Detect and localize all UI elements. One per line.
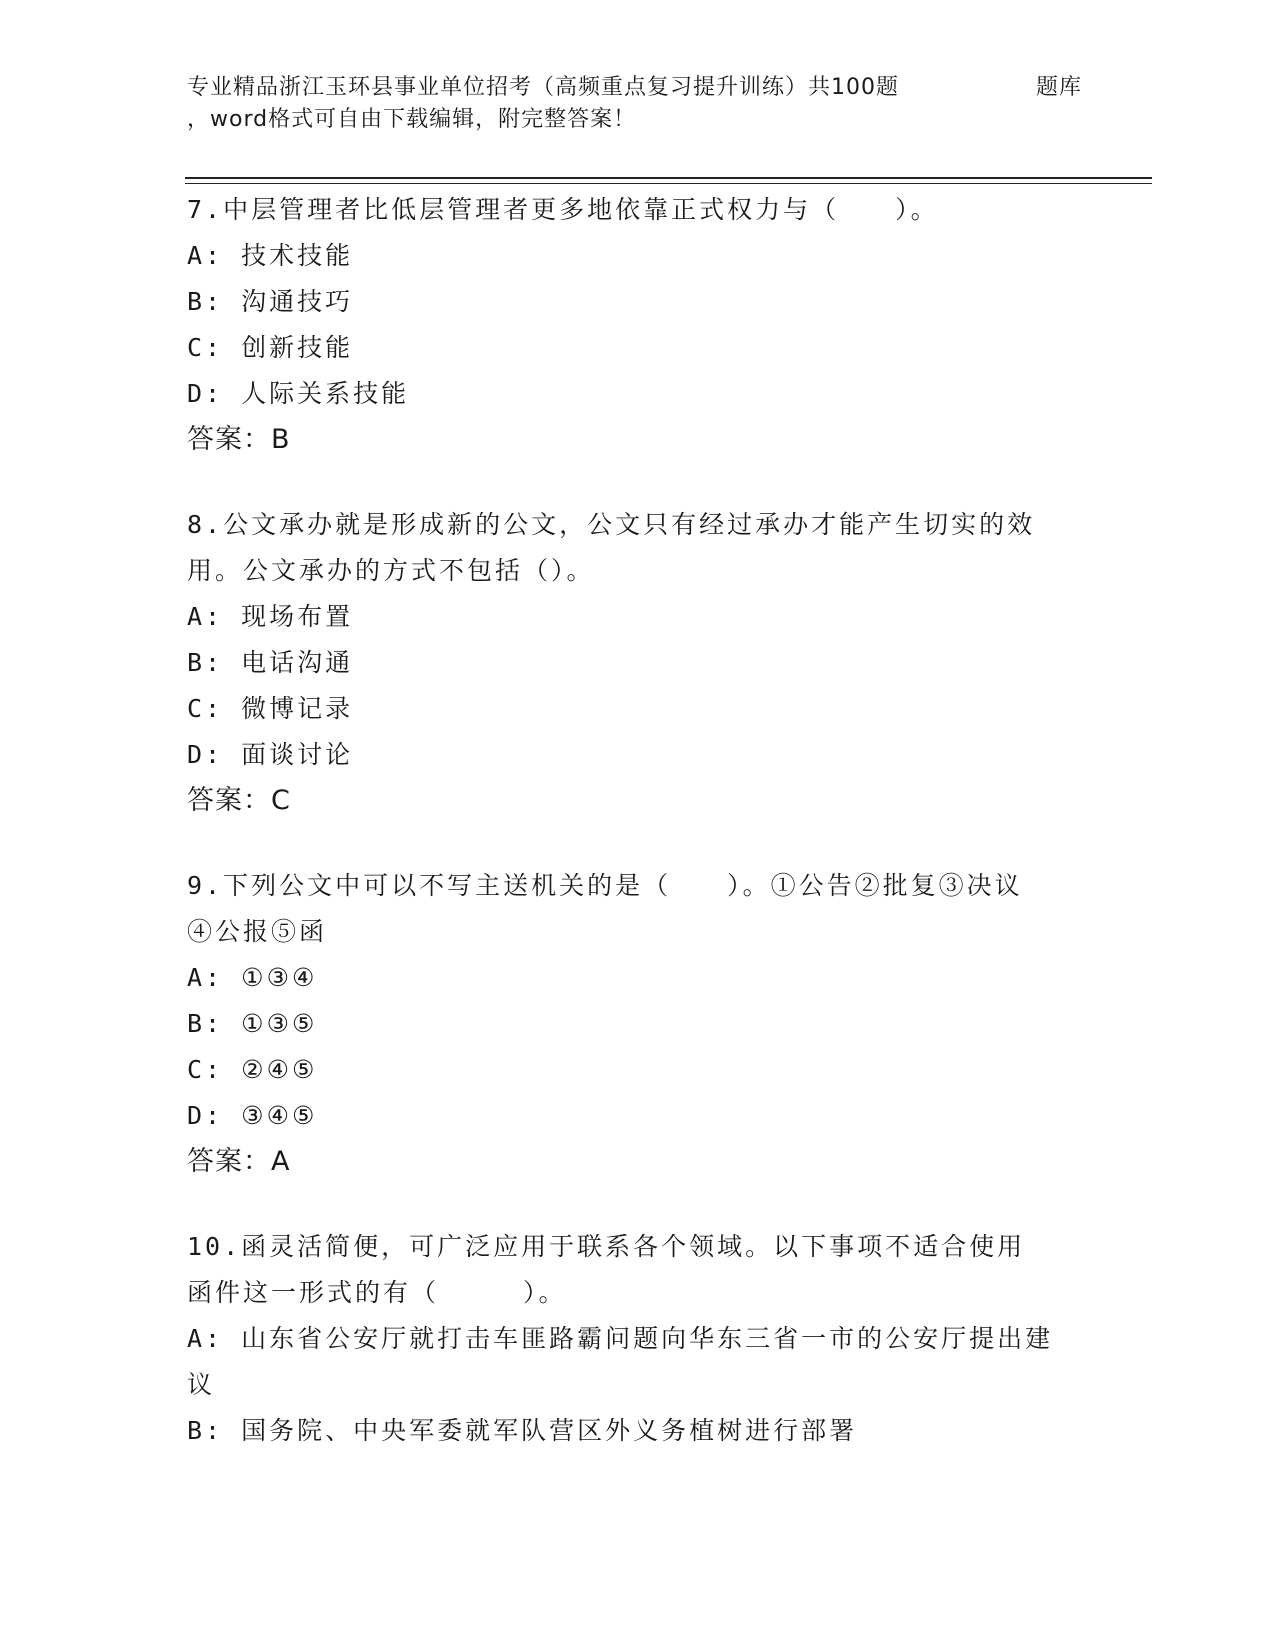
- answer-line: 答案：A: [187, 1146, 291, 1177]
- option-b: B: ①③⑤: [187, 1009, 318, 1038]
- option-a: A: 山东省公安厅就打击车匪路霸问题向华东三省一市的公安厅提出建议: [187, 1324, 1054, 1399]
- option-a: A: 现场布置: [187, 602, 354, 631]
- option-d: D: 面谈讨论: [187, 740, 354, 769]
- option-a: A: 技术技能: [187, 241, 354, 270]
- question-10: [187, 1224, 1087, 1454]
- question-7: [187, 187, 1087, 463]
- option-d: D: ③④⑤: [187, 1101, 318, 1130]
- option-b: B: 沟通技巧: [187, 287, 354, 316]
- question-list: [187, 187, 1087, 1493]
- question-stem: 10.函灵活简便，可广泛应用于联系各个领域。以下事项不适合使用函件这一形式的有（ ）。: [187, 1232, 1026, 1307]
- option-c: C: 微博记录: [187, 694, 354, 723]
- option-b: B: 国务院、中央军委就军队营区外义务植树进行部署: [187, 1416, 858, 1445]
- document-subtitle: ，word格式可自由下载编辑，附完整答案！: [187, 107, 637, 132]
- question-8: [187, 502, 1087, 824]
- option-c: C: 创新技能: [187, 333, 354, 362]
- library-label: 题库: [1035, 75, 1082, 100]
- question-stem: 7.中层管理者比低层管理者更多地依靠正式权力与（ ）。: [187, 195, 939, 224]
- header-divider-thin: [185, 183, 1152, 184]
- option-c: C: ②④⑤: [187, 1055, 318, 1084]
- header-divider-thick: [185, 177, 1152, 179]
- question-stem: 9.下列公文中可以不写主送机关的是（ ）。①公告②批复③决议④公报⑤函: [187, 871, 1023, 946]
- answer-line: 答案：B: [187, 424, 291, 455]
- option-a: A: ①③④: [187, 963, 318, 992]
- option-b: B: 电话沟通: [187, 648, 354, 677]
- answer-line: 答案：C: [187, 785, 291, 816]
- page-header: [187, 72, 1087, 136]
- document-title: 专业精品浙江玉环县事业单位招考（高频重点复习提升训练）共100题: [187, 75, 899, 100]
- question-stem: 8.公文承办就是形成新的公文，公文只有经过承办才能产生切实的效用。公文承办的方式不包括（）。: [187, 510, 1036, 585]
- header-line: [187, 72, 1087, 104]
- question-9: [187, 863, 1087, 1185]
- option-d: D: 人际关系技能: [187, 379, 410, 408]
